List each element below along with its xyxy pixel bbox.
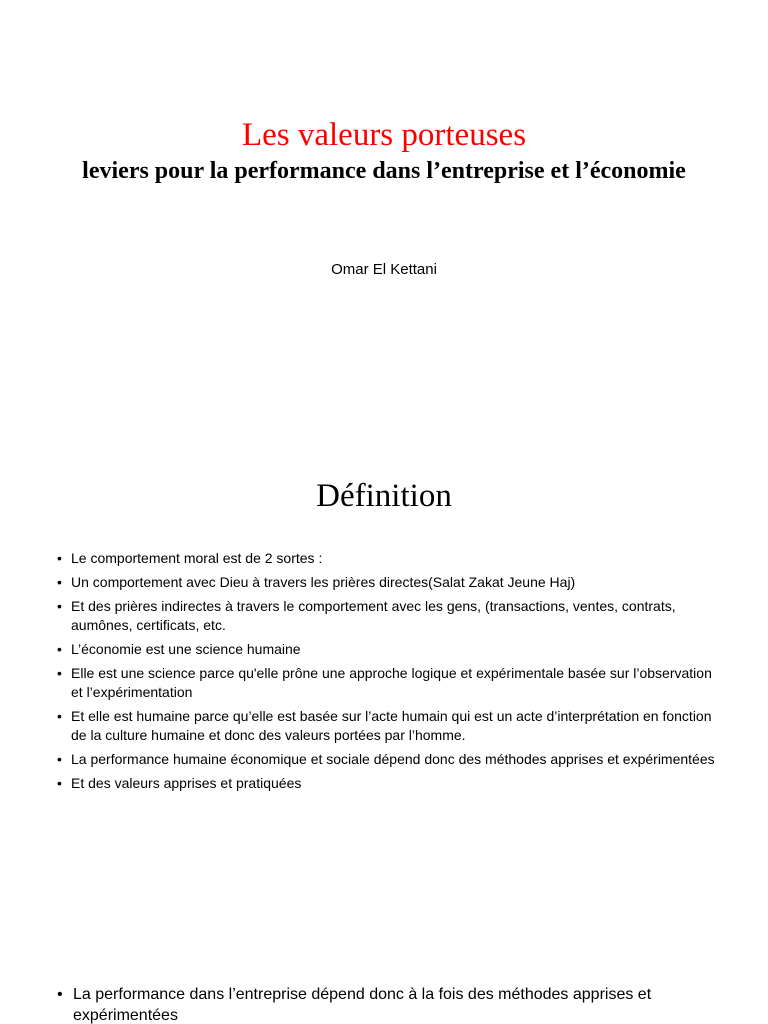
- slide-subtitle: leviers pour la performance dans l’entreprise et l’économie: [82, 158, 686, 184]
- list-item: [57, 640, 717, 659]
- bullet-icon: •: [57, 775, 62, 791]
- slide-author: Omar El Kettani: [331, 261, 437, 278]
- title-slide: [0, 0, 768, 410]
- bullet-text: Et elle est humaine parce qu’elle est basée sur l’acte humain qui est un acte d’interprétation en fonction de la culture humaine et donc des valeurs portées par l’homme.: [71, 708, 712, 743]
- bullet-text: Le comportement moral est de 2 sortes :: [71, 550, 323, 566]
- bullet-text: La performance dans l’entreprise dépend donc à la fois des méthodes apprises et expérimentées: [73, 986, 652, 1024]
- list-item: [57, 597, 717, 635]
- slide-title: Les valeurs porteuses: [241, 117, 527, 153]
- bullet-icon: •: [57, 598, 62, 614]
- list-item: [57, 573, 717, 592]
- bullet-icon: •: [57, 751, 62, 767]
- bullet-text: La performance humaine économique et sociale dépend donc des méthodes apprises et expérimentées: [71, 751, 715, 767]
- bullet-text: L’économie est une science humaine: [71, 641, 301, 657]
- bullet-text: Elle est une science parce qu'elle prône une approche logique et expérimentale basée sur l’observation et l’expérimentation: [71, 665, 712, 700]
- list-item: [57, 664, 717, 702]
- bullet-icon: •: [57, 708, 62, 724]
- definition-bullet-list: [57, 549, 717, 798]
- performance-bullet-list: [57, 984, 737, 1024]
- definition-heading: Définition: [316, 478, 452, 514]
- list-item: [57, 750, 717, 769]
- bullet-icon: •: [57, 665, 62, 681]
- bullet-text: Un comportement avec Dieu à travers les prières directes(Salat Zakat Jeune Haj): [71, 574, 576, 590]
- bullet-text: Et des prières indirectes à travers le comportement avec les gens, (transactions, ventes, contrats, aumônes, certificats, etc.: [71, 598, 676, 633]
- list-item: [57, 549, 717, 568]
- performance-slide: [0, 975, 768, 1024]
- bullet-icon: •: [57, 550, 62, 566]
- definition-slide: [0, 470, 768, 900]
- bullet-icon: •: [57, 641, 62, 657]
- bullet-text: Et des valeurs apprises et pratiquées: [71, 775, 302, 791]
- list-item: [57, 774, 717, 793]
- bullet-icon: •: [57, 986, 63, 1003]
- list-item: [57, 984, 737, 1024]
- list-item: [57, 707, 717, 745]
- bullet-icon: •: [57, 574, 62, 590]
